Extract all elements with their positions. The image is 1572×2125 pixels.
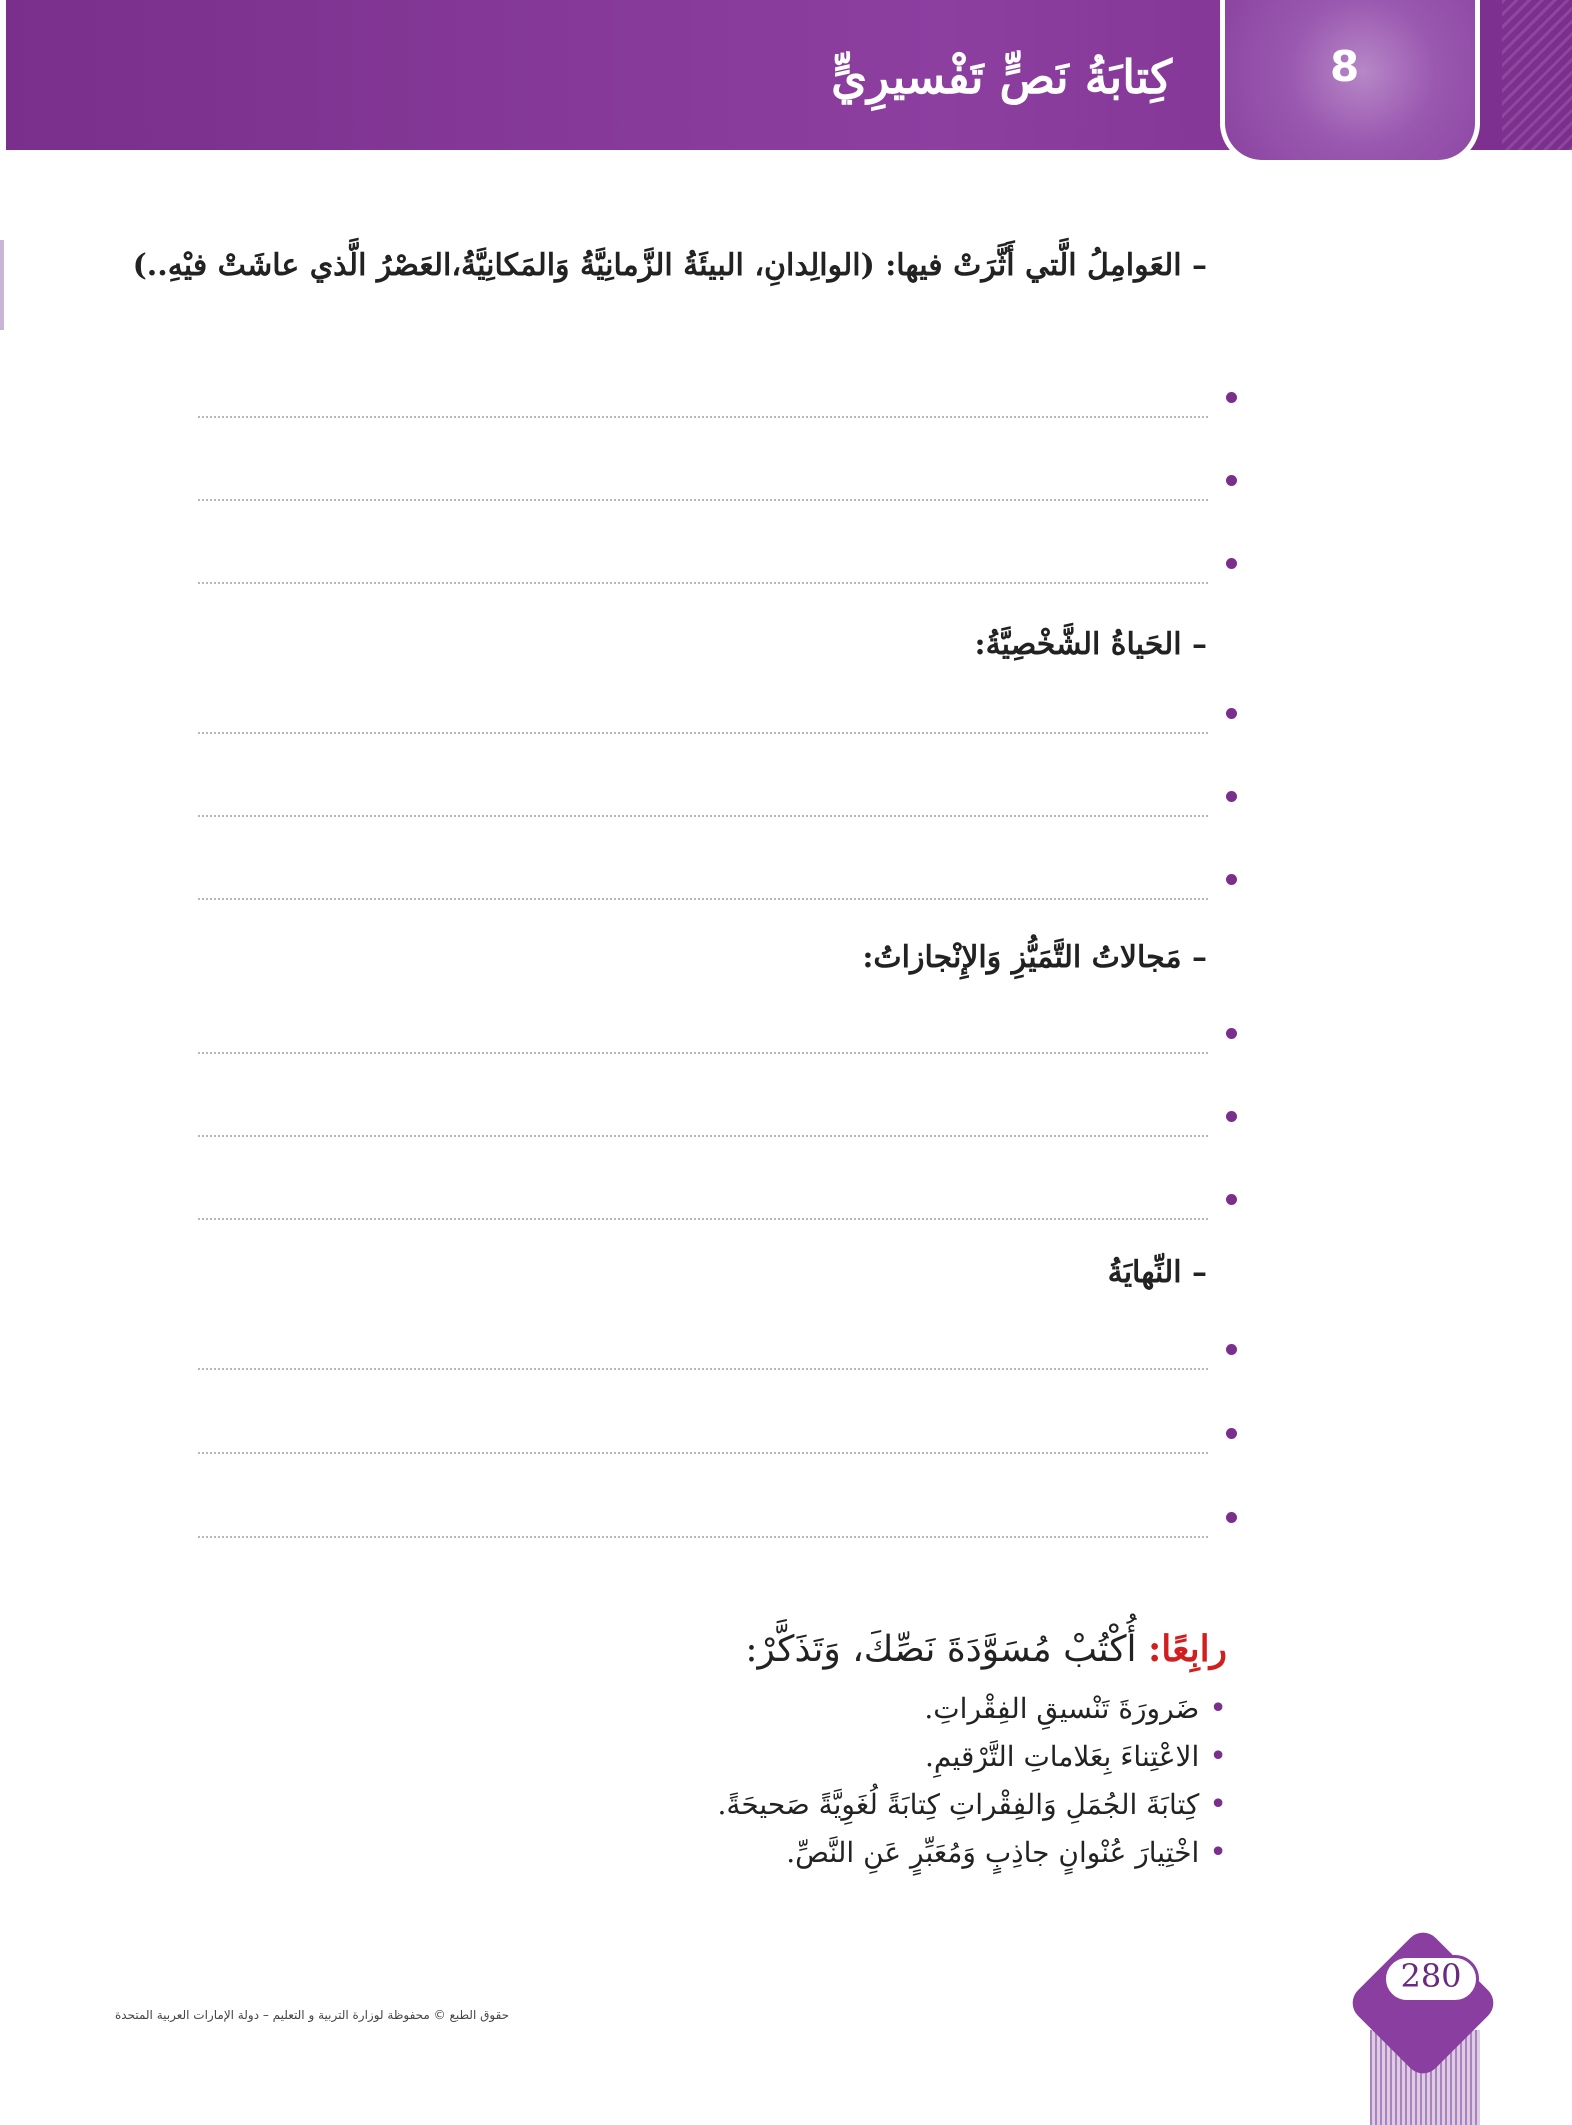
draft-tip: • ضَرورَةَ تَنْسيقِ الفِقْراتِ.	[327, 1685, 1227, 1733]
answer-line[interactable]	[198, 1202, 1208, 1220]
answer-line[interactable]	[198, 1036, 1208, 1054]
answer-line[interactable]	[198, 1119, 1208, 1137]
section-heading-factors: – العَوامِلُ الَّتي أَثَّرَتْ فيها: (الوالِدانِ، البيئَةُ الزَّمانِيَّةُ وَالمَكانِيَّةُ،العَصْرُ الَّذي عاشَتْ فيْهِ..)	[132, 248, 1207, 283]
bullet-dot	[1226, 1194, 1237, 1205]
bullet-dot	[1226, 1512, 1237, 1523]
side-margin-mark	[0, 240, 4, 330]
answer-line[interactable]	[198, 400, 1208, 418]
answer-line[interactable]	[198, 1436, 1208, 1454]
section-heading-ending: – النِّهايَةُ	[1107, 1255, 1207, 1290]
answer-line[interactable]	[198, 716, 1208, 734]
bullet-dot	[1226, 791, 1237, 802]
section-heading-achievements: – مَجالاتُ التَّمَيُّزِ وَالإِنْجازاتُ:	[862, 940, 1207, 975]
draft-tips-list	[327, 1685, 1227, 1877]
bullet-dot	[1226, 475, 1237, 486]
answer-line[interactable]	[198, 1352, 1208, 1370]
draft-label: رابِعًا:	[1147, 1628, 1227, 1670]
bullet-dot	[1226, 392, 1237, 403]
bullet-dot	[1226, 558, 1237, 569]
draft-tip: • الاعْتِناءَ بِعَلاماتِ التَّرْقيمِ.	[327, 1733, 1227, 1781]
copyright-footer: حقوق الطبع © محفوظة لوزارة التربية و التعليم – دولة الإمارات العربية المتحدة	[115, 2008, 510, 2022]
answer-line[interactable]	[198, 882, 1208, 900]
section-heading-personal-life: – الحَياةُ الشَّخْصِيَّةُ:	[974, 627, 1207, 662]
lesson-title: كِتابَةُ نَصٍّ تَفْسيرِيٍّ	[831, 50, 1172, 104]
answer-line[interactable]	[198, 483, 1208, 501]
draft-instruction	[745, 1628, 1227, 1670]
draft-instruction-text: أُكْتُبْ مُسَوَّدَةَ نَصِّكَ، وَتَذَكَّرْ:	[745, 1629, 1137, 1670]
bullet-dot	[1226, 1428, 1237, 1439]
answer-line[interactable]	[198, 566, 1208, 584]
bullet-dot	[1226, 874, 1237, 885]
draft-tip: • كِتابَةَ الجُمَلِ وَالفِقْراتِ كِتابَةً لُغَوِيَّةً صَحيحَةً.	[327, 1781, 1227, 1829]
page-number: 280	[1400, 1957, 1462, 1995]
answer-line[interactable]	[198, 799, 1208, 817]
bullet-dot	[1226, 1344, 1237, 1355]
bullet-dot	[1226, 1028, 1237, 1039]
draft-tip: • اخْتِيارَ عُنْوانٍ جاذِبٍ وَمُعَبِّرٍ عَنِ النَّصِّ.	[327, 1829, 1227, 1877]
lesson-number: 8	[1330, 42, 1360, 91]
answer-line[interactable]	[198, 1520, 1208, 1538]
bullet-dot	[1226, 1111, 1237, 1122]
bullet-dot	[1226, 708, 1237, 719]
